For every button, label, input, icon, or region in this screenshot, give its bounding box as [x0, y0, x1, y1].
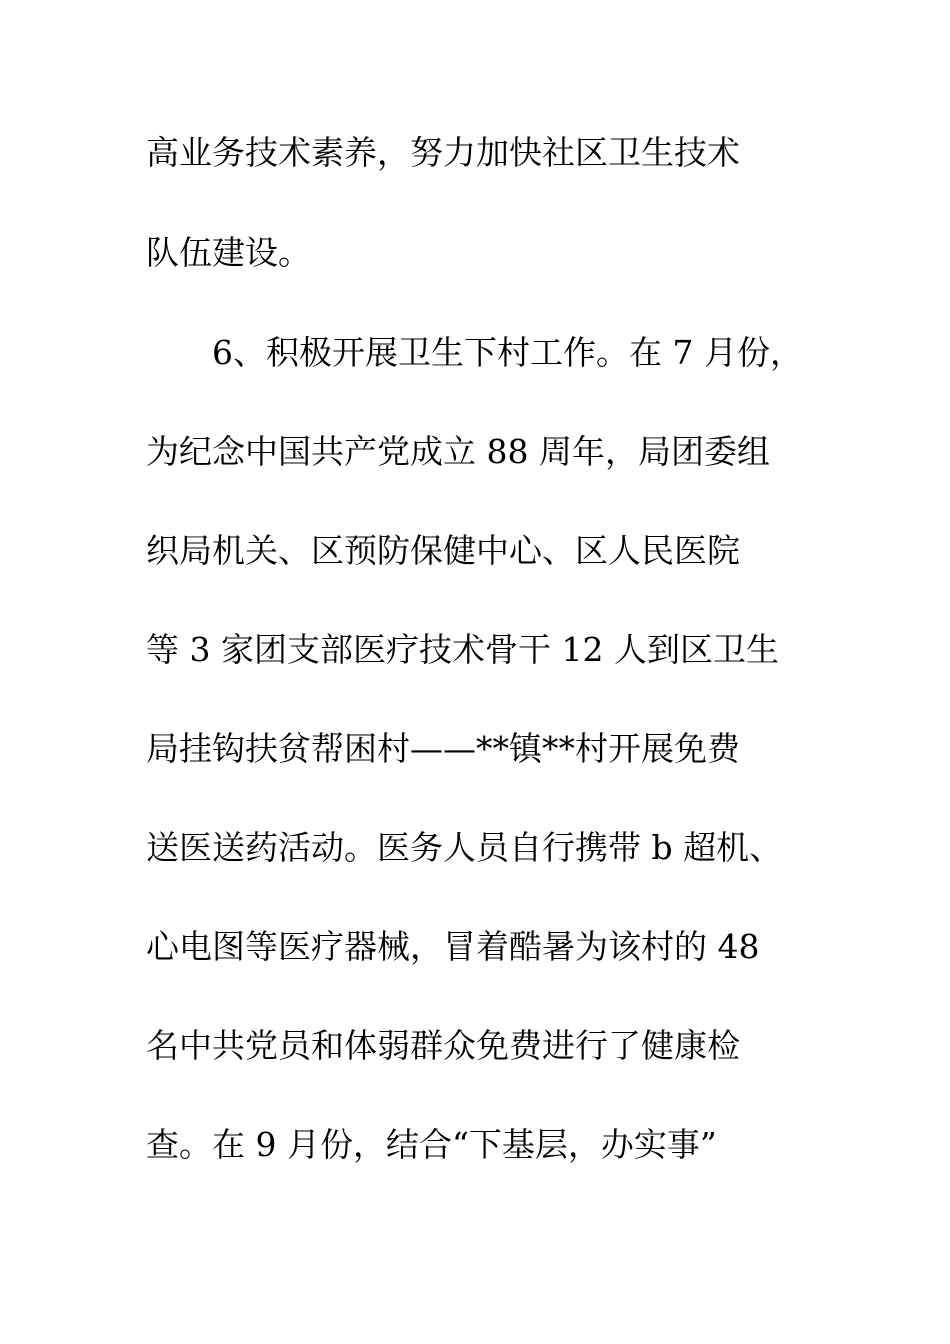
text-line: 送医送药活动。医务人员自行携带 b 超机、	[146, 828, 783, 867]
text-line: 为纪念中国共产党成立 88 周年，局团委组	[146, 432, 770, 471]
text-line: 局挂钩扶贫帮困村——**镇**村开展免费	[146, 729, 740, 768]
text-line: 等 3 家团支部医疗技术骨干 12 人到区卫生	[146, 630, 779, 669]
text-line: 队伍建设。	[146, 233, 311, 272]
text-line: 查。在 9 月份，结合“下基层，办实事”	[146, 1125, 717, 1164]
paragraph-start-line: 6、积极开展卫生下村工作。在 7 月份，	[212, 333, 803, 372]
text-line: 织局机关、区预防保健中心、区人民医院	[146, 531, 740, 570]
text-line: 高业务技术素养，努力加快社区卫生技术	[146, 133, 740, 172]
text-line: 心电图等医疗器械，冒着酷暑为该村的 48	[146, 927, 760, 966]
text-line: 名中共党员和体弱群众免费进行了健康检	[146, 1026, 740, 1065]
